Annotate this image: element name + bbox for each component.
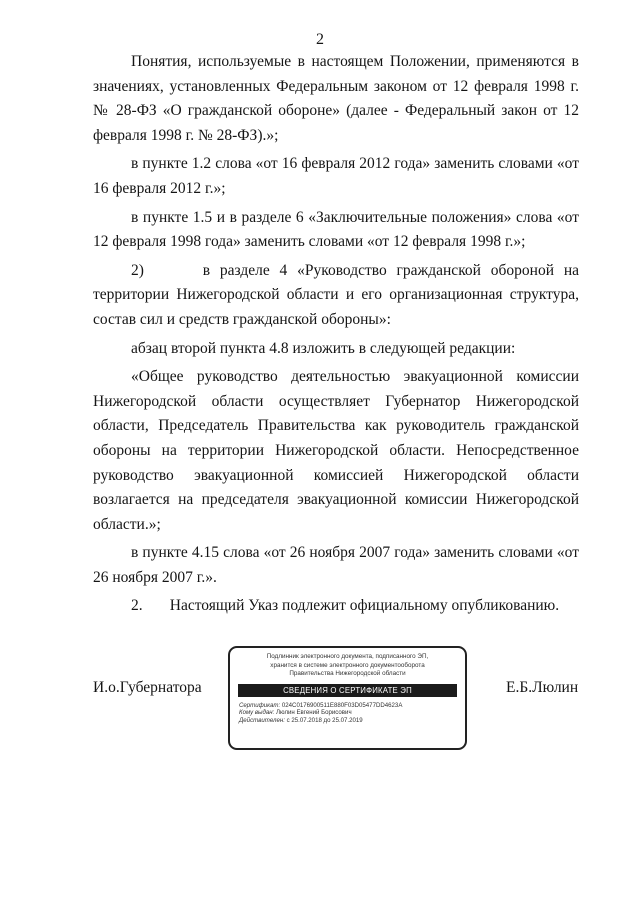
valid-label: Действителен: bbox=[239, 716, 285, 724]
stamp-header-line: Правительства Нижегородской области bbox=[289, 670, 406, 678]
issued-to-value: Люлин Евгений Борисович bbox=[276, 709, 352, 717]
stamp-header-line: хранится в системе электронного документооборота bbox=[270, 661, 425, 669]
signatory-position: И.о.Губернатора bbox=[93, 679, 202, 696]
paragraph-item-4-8: абзац второй пункта 4.8 изложить в следующей редакции: bbox=[131, 339, 516, 357]
stamp-valid-row bbox=[239, 717, 465, 725]
stamp-header bbox=[230, 653, 465, 679]
paragraph-item-1-2: в пункте 1.2 слова «от 16 февраля 2012 года» заменить словами «от 16 февраля 2012 г.»; bbox=[93, 155, 579, 197]
stamp-header-line: Подлинник электронного документа, подписанного ЭП, bbox=[266, 653, 429, 660]
page-number: 2 bbox=[316, 31, 324, 48]
signatory-name: Е.Б.Люлин bbox=[506, 679, 579, 696]
valid-value: с 25.07.2018 до 25.07.2019 bbox=[286, 716, 363, 724]
paragraph-publication: 2. Настоящий Указ подлежит официальному опубликованию. bbox=[131, 597, 560, 615]
certificate-label: Сертификат: bbox=[239, 701, 281, 709]
stamp-certificate-row bbox=[239, 702, 465, 710]
issued-to-label: Кому выдан: bbox=[239, 709, 275, 717]
document-body bbox=[93, 50, 579, 623]
certificate-value: 024C0176900511E880F03D05477DD4623A bbox=[281, 701, 403, 709]
stamp-issued-row bbox=[239, 709, 465, 717]
paragraph-definitions: Понятия, используемые в настоящем Положении, применяются в значениях, установленных Федеральным законом от 12 февраля 1998 г. № 28-ФЗ «О гражданской обороне» (далее - Федеральный закон от 12 февраля 1998 г. № 28-ФЗ).»; bbox=[93, 53, 579, 144]
paragraph-item-1-5: в пункте 1.5 и в разделе 6 «Заключительные положения» слова «от 12 февраля 1998 года» заменить словами «от 12 февраля 1998 г.»; bbox=[93, 208, 579, 251]
paragraph-item-4-15: в пункте 4.15 слова «от 26 ноября 2007 года» заменить словами «от 26 ноября 2007 г.». bbox=[93, 544, 579, 586]
paragraph-section-4: 2) в разделе 4 «Руководство гражданской обороной на территории Нижегородской области и его организационная структура, состав сил и средств гражданской обороны»: bbox=[93, 261, 579, 328]
electronic-signature-stamp bbox=[228, 646, 467, 750]
stamp-details bbox=[239, 702, 465, 725]
stamp-title: СВЕДЕНИЯ О СЕРТИФИКАТЕ ЭП bbox=[238, 684, 457, 697]
paragraph-quote: «Общее руководство деятельностью эвакуационной комиссии Нижегородской области осуществляет Губернатор Нижегородской области, Председатель Правительства как руководитель гражданской обороны на территории Нижегородской области. Непосредственное руководство эвакуационной комиссией Нижегородской области возлагается на председателя эвакуационной комиссии Нижегородской области.»; bbox=[93, 368, 579, 533]
